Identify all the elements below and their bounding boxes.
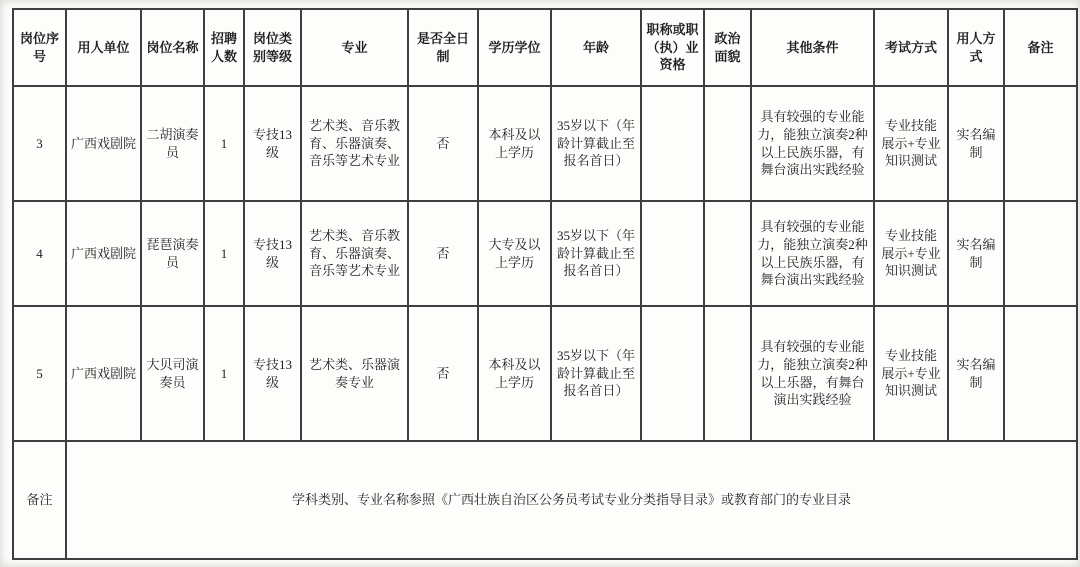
cell-age: 35岁以下（年龄计算截止至报名首日） [551, 201, 641, 306]
cell-employment: 实名编制 [948, 86, 1004, 201]
cell-title: 二胡演奏员 [141, 86, 204, 201]
header-major: 专业 [301, 9, 408, 86]
cell-seq: 4 [13, 201, 66, 306]
header-age: 年龄 [551, 9, 641, 86]
cell-count: 1 [204, 201, 244, 306]
cell-degree: 本科及以上学历 [478, 86, 551, 201]
cell-count: 1 [204, 86, 244, 201]
remark-label: 备注 [13, 441, 66, 559]
header-count: 招聘人数 [204, 9, 244, 86]
cell-fulltime: 否 [408, 86, 478, 201]
cell-qualification [641, 306, 704, 441]
cell-seq: 5 [13, 306, 66, 441]
cell-level: 专技13级 [244, 86, 301, 201]
cell-count: 1 [204, 306, 244, 441]
cell-exam: 专业技能展示+专业知识测试 [874, 201, 948, 306]
cell-major: 艺术类、乐器演奏专业 [301, 306, 408, 441]
cell-other: 具有较强的专业能力，能独立演奏2种以上民族乐器，有舞台演出实践经验 [751, 201, 874, 306]
cell-level: 专技13级 [244, 201, 301, 306]
header-level: 岗位类别等级 [244, 9, 301, 86]
cell-title: 大贝司演奏员 [141, 306, 204, 441]
header-exam: 考试方式 [874, 9, 948, 86]
cell-note [1004, 306, 1077, 441]
cell-other: 具有较强的专业能力，能独立演奏2种以上乐器，有舞台演出实践经验 [751, 306, 874, 441]
header-seq: 岗位序号 [13, 9, 66, 86]
cell-major: 艺术类、音乐教育、乐器演奏、音乐等艺术专业 [301, 201, 408, 306]
cell-level: 专技13级 [244, 306, 301, 441]
remark-text: 学科类别、专业名称参照《广西壮族自治区公务员考试专业分类指导目录》或教育部门的专业目录 [66, 441, 1077, 559]
cell-employer: 广西戏剧院 [66, 86, 141, 201]
cell-seq: 3 [13, 86, 66, 201]
cell-major: 艺术类、音乐教育、乐器演奏、音乐等艺术专业 [301, 86, 408, 201]
header-title: 岗位名称 [141, 9, 204, 86]
cell-age: 35岁以下（年龄计算截止至报名首日） [551, 306, 641, 441]
header-employer: 用人单位 [66, 9, 141, 86]
cell-age: 35岁以下（年龄计算截止至报名首日） [551, 86, 641, 201]
header-political: 政治面貌 [704, 9, 751, 86]
cell-exam: 专业技能展示+专业知识测试 [874, 306, 948, 441]
cell-political [704, 86, 751, 201]
cell-employer: 广西戏剧院 [66, 306, 141, 441]
cell-degree: 本科及以上学历 [478, 306, 551, 441]
header-note: 备注 [1004, 9, 1077, 86]
cell-title: 琵琶演奏员 [141, 201, 204, 306]
cell-other: 具有较强的专业能力，能独立演奏2种以上民族乐器，有舞台演出实践经验 [751, 86, 874, 201]
header-fulltime: 是否全日制 [408, 9, 478, 86]
table-row [13, 86, 1077, 201]
cell-note [1004, 86, 1077, 201]
cell-political [704, 201, 751, 306]
cell-employment: 实名编制 [948, 201, 1004, 306]
cell-note [1004, 201, 1077, 306]
cell-degree: 大专及以上学历 [478, 201, 551, 306]
table-header-row [13, 9, 1077, 86]
remark-row [13, 441, 1077, 559]
header-other: 其他条件 [751, 9, 874, 86]
header-qualification: 职称或职（执）业资格 [641, 9, 704, 86]
cell-qualification [641, 86, 704, 201]
header-employment: 用人方式 [948, 9, 1004, 86]
cell-political [704, 306, 751, 441]
cell-employment: 实名编制 [948, 306, 1004, 441]
table-row [13, 201, 1077, 306]
header-degree: 学历学位 [478, 9, 551, 86]
table-row [13, 306, 1077, 441]
recruitment-table [12, 8, 1078, 560]
cell-fulltime: 否 [408, 201, 478, 306]
cell-fulltime: 否 [408, 306, 478, 441]
cell-qualification [641, 201, 704, 306]
cell-exam: 专业技能展示+专业知识测试 [874, 86, 948, 201]
cell-employer: 广西戏剧院 [66, 201, 141, 306]
